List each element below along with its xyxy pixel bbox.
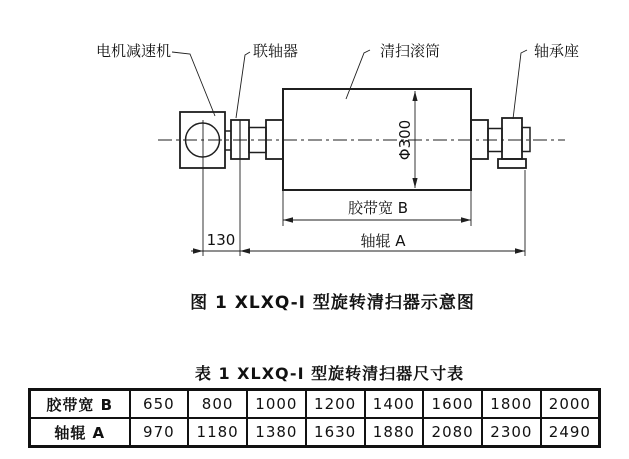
belt-width-dimension: 胶带宽 B <box>347 199 409 217</box>
value-cell: 650 <box>130 390 189 419</box>
figure-caption: 图 1 XLXQ-I 型旋转清扫器示意图 <box>190 293 475 313</box>
value-cell: 1380 <box>247 418 306 447</box>
belt-width-arrow-left <box>283 217 293 222</box>
offset-dimension: 130 <box>206 231 236 249</box>
value-cell: 2300 <box>482 418 541 447</box>
label-motor-reducer: 电机减速机 <box>96 42 172 60</box>
value-cell: 1200 <box>306 390 365 419</box>
label-coupling: 联轴器 <box>253 42 299 60</box>
row-label-cell: 胶带宽 B <box>30 390 130 419</box>
value-cell: 1880 <box>365 418 424 447</box>
table-title: 表 1 XLXQ-I 型旋转清扫器尺寸表 <box>194 364 465 383</box>
value-cell: 1180 <box>188 418 247 447</box>
label-cleaning-drum: 清扫滚筒 <box>380 42 441 60</box>
value-cell: 970 <box>130 418 189 447</box>
roller-arrow-left <box>240 248 250 253</box>
value-cell: 800 <box>188 390 247 419</box>
shaft-roller-dimension: 轴辊 A <box>360 232 406 250</box>
table-row <box>30 390 600 419</box>
diameter-arrow-down <box>412 178 417 188</box>
bearing-leader-line <box>513 50 527 119</box>
value-cell: 2490 <box>541 418 600 447</box>
value-cell: 1400 <box>365 390 424 419</box>
roller-arrow-right <box>515 248 525 253</box>
value-cell: 1800 <box>482 390 541 419</box>
bearing-housing <box>502 118 522 159</box>
bearing-base-plate <box>498 159 526 168</box>
label-bearing-seat: 轴承座 <box>534 42 580 60</box>
drum-diameter-dimension: Φ300 <box>396 119 414 161</box>
motor-leader-line <box>172 52 215 116</box>
value-cell: 2080 <box>423 418 482 447</box>
value-cell: 1630 <box>306 418 365 447</box>
dimension-table <box>28 388 601 448</box>
value-cell: 1000 <box>247 390 306 419</box>
belt-width-arrow-right <box>461 217 471 222</box>
table-row <box>30 418 600 447</box>
value-cell: 2000 <box>541 390 600 419</box>
row-label-cell: 轴辊 A <box>30 418 130 447</box>
drum-leader-line <box>346 50 370 99</box>
diameter-arrow-up <box>412 91 417 101</box>
value-cell: 1600 <box>423 390 482 419</box>
coupling-leader-line <box>236 52 250 118</box>
offset-arrow-left <box>193 248 203 253</box>
